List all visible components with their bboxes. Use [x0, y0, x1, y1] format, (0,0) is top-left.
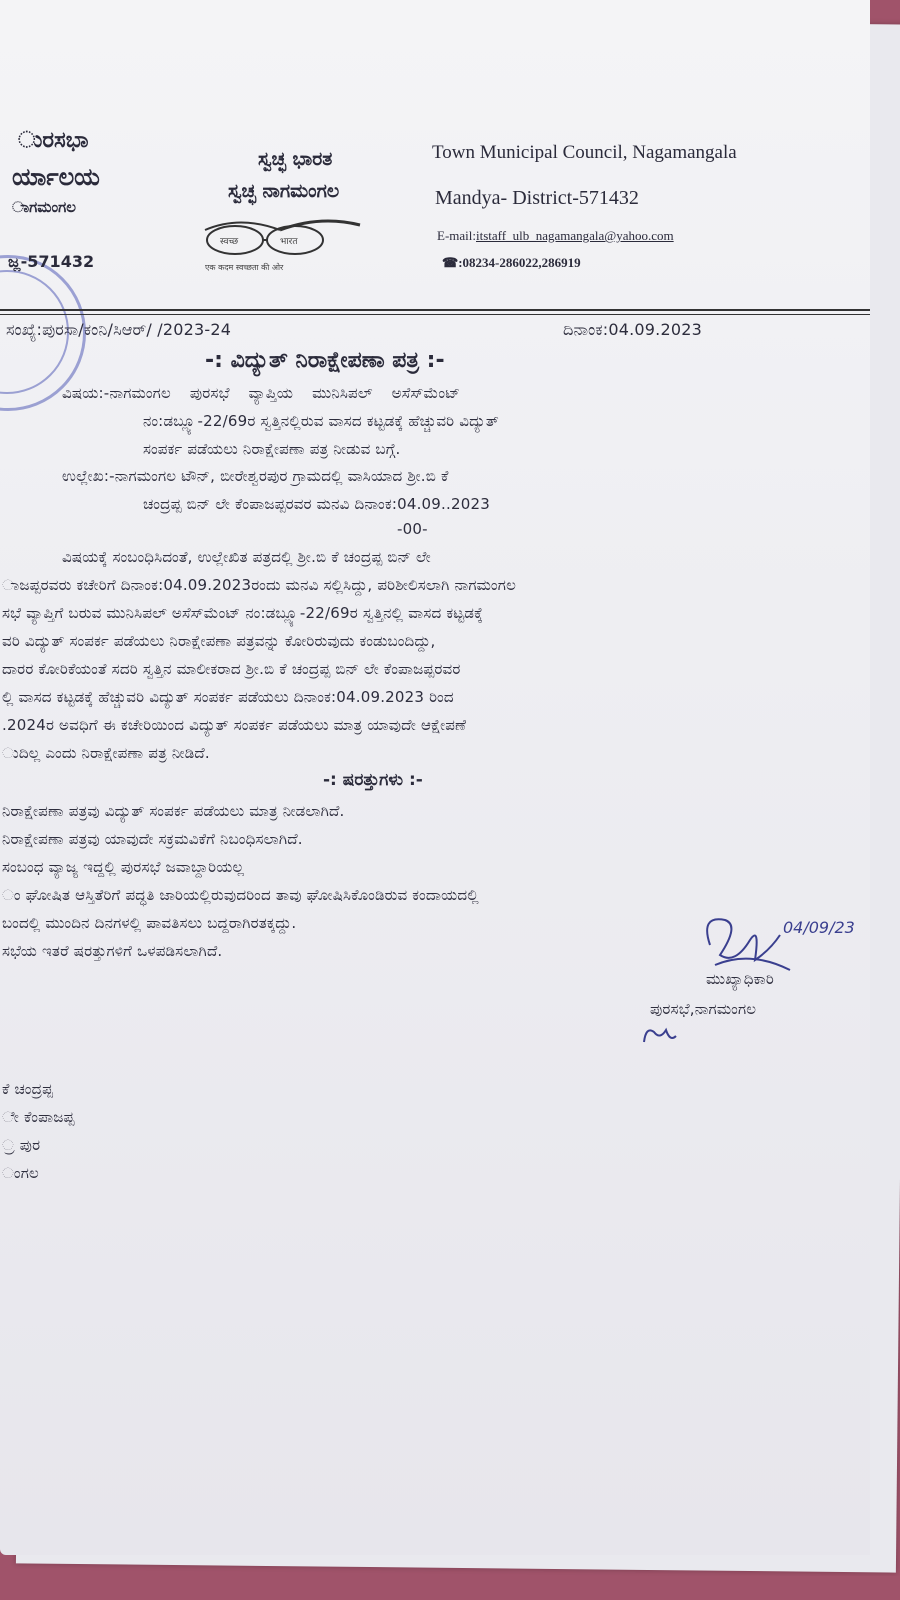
logo-tagline: एक कदम स्वच्छता की ओर [205, 263, 284, 272]
email-row [437, 228, 674, 244]
condition-2: ನಿರಾಕ್ಷೇಪಣಾ ಪತ್ರವು ಯಾವುದೇ ಸಕ್ರಮವಿಕೆಗೆ ನಿಬಂಧಿಸಲಾಗಿದೆ. [2, 830, 303, 848]
header-left-line3: ಾಗಮಂಗಲ [12, 198, 77, 216]
body-line-3: ಸಭೆ ವ್ಯಾಪ್ತಿಗೆ ಬರುವ ಮುನಿಸಿಪಲ್ ಅಸೆಸ್‌ಮೆಂಟ್ ನಂ:ಡಬ್ಲ್ಯೂ-22/69ರ ಸ್ವತ್ತಿನಲ್ಲಿ ವಾಸದ ಕಟ್ಟಡಕ್ಕೆ [2, 604, 484, 622]
condition-5: ಬಂದಲ್ಲಿ ಮುಂದಿನ ದಿನಗಳಲ್ಲಿ ಪಾವತಿಸಲು ಬದ್ದರಾಗಿರತಕ್ಕದ್ದು. [2, 914, 297, 932]
reference-line-2: ಚಂದ್ರಪ್ಪ ಬಿನ್ ಲೇ ಕೆಂಪಾಜಪ್ಪರವರ ಮನವಿ ದಿನಾಂಕ:04.09..2023 [143, 495, 490, 513]
body-line-7: .2024ರ ಅವಧಿಗೆ ಈ ಕಚೇರಿಯಿಂದ ವಿದ್ಯುತ್ ಸಂಪರ್ಕ ಪಡೆಯಲು ಮಾತ್ರ ಯಾವುದೇ ಆಕ್ಷೇಪಣೆ [2, 716, 467, 734]
recipient-line-3: ್ರ ಪುರ [2, 1136, 41, 1154]
letter-date: ದಿನಾಂಕ:04.09.2023 [563, 320, 702, 339]
condition-3: ಸಂಬಂಧ ವ್ಯಾಜ್ಯ ಇದ್ದಲ್ಲಿ ಪುರಸಭೆ ಜವಾಬ್ದಾರಿಯಲ್ಲ [2, 858, 245, 876]
reference-number: ಸಂಖ್ಯೆ:ಪುರಸಾ/ಕಂನಿ/ಸಿಆರ್/ /2023-24 [6, 320, 232, 339]
email-link[interactable]: itstaff_ulb_nagamangala@yahoo.com [476, 228, 674, 243]
subject-line-2: ನಂ:ಡಬ್ಲ್ಯೂ-22/69ರ ಸ್ವತ್ತಿನಲ್ಲಿರುವ ವಾಸದ ಕಟ್ಟಡಕ್ಕೆ ಹೆಚ್ಚುವರಿ ವಿದ್ಯುತ್ [143, 412, 499, 430]
header-divider-top [0, 309, 870, 311]
body-line-1: ವಿಷಯಕ್ಕೆ ಸಂಬಂಧಿಸಿದಂತೆ, ಉಲ್ಲೇಖಿತ ಪತ್ರದಲ್ಲಿ ಶ್ರೀ.ಬಿ ಕೆ ಚಂದ್ರಪ್ಪ ಬಿನ್ ಲೇ [62, 548, 431, 566]
phone-number: ☎:08234-286022,286919 [442, 255, 581, 270]
section-separator: -00- [397, 520, 428, 538]
council-district: Mandya- District-571432 [435, 187, 639, 209]
initial-scribble [640, 1022, 680, 1048]
signatory-office: ಪುರಸಭೆ,ನಾಗಮಂಗಲ [650, 1000, 757, 1018]
header-divider-bottom [0, 314, 870, 315]
desk-surface [0, 1576, 900, 1600]
condition-4: ಂ ಘೋಷಿತ ಆಸ್ತಿತೆರಿಗೆ ಪದ್ಧತಿ ಜಾರಿಯಲ್ಲಿರುವುದರಿಂದ ತಾವು ಘೋಷಿಸಿಕೊಂಡಿರುವ ಕಂದಾಯದಲ್ಲಿ [2, 886, 479, 904]
body-line-6: ಲ್ಲಿ ವಾಸದ ಕಟ್ಟಡಕ್ಕೆ ಹೆಚ್ಚುವರಿ ವಿದ್ಯುತ್ ಸಂಪರ್ಕ ಪಡೆಯಲು ದಿನಾಂಕ:04.09.2023 ರಿಂದ [2, 688, 454, 706]
subject-line-1: ವಿಷಯ:-ನಾಗಮಂಗಲ ಪುರಸಭೆ ವ್ಯಾಪ್ತಿಯ ಮುನಿಸಿಪಲ್ ಅಸೆಸ್‌ಮೆಂಟ್ [62, 384, 461, 402]
header-left-line2: ರ್ಯಾಲಯ [12, 163, 100, 191]
signatory-designation: ಮುಖ್ಯಾಧಿಕಾರಿ [706, 970, 774, 988]
reference-line-1: ಉಲ್ಲೇಖ:-ನಾಗಮಂಗಲ ಟೌನ್, ಬೀರೇಶ್ವರಪುರ ಗ್ರಾಮದಲ್ಲಿ ವಾಸಿಯಾದ ಶ್ರೀ.ಬಿ ಕೆ [62, 467, 449, 485]
logo-right-word: भारत [280, 237, 298, 247]
body-line-8: ುದಿಲ್ಲ ಎಂದು ನಿರಾಕ್ಷೇಪಣಾ ಪತ್ರ ನೀಡಿದೆ. [2, 744, 210, 762]
header-left-line1: ುರಸಭಾ [18, 128, 89, 153]
condition-6: ಸಭೆಯ ಇತರೆ ಷರತ್ತುಗಳಿಗೆ ಒಳಪಡಿಸಲಾಗಿದೆ. [2, 942, 223, 960]
body-line-4: ವರಿ ವಿದ್ಯುತ್ ಸಂಪರ್ಕ ಪಡೆಯಲು ನಿರಾಕ್ಷೇಪಣಾ ಪತ್ರವನ್ನು ಕೋರಿರುವುದು ಕಂಡುಬಂದಿದ್ದು, [2, 632, 436, 650]
swachh-line2: ಸ್ವಚ್ಛ ನಾಗಮಂಗಲ [228, 180, 340, 202]
email-label: E-mail: [437, 228, 476, 243]
subject-line-3: ಸಂಪರ್ಕ ಪಡೆಯಲು ನಿರಾಕ್ಷೇಪಣಾ ಪತ್ರ ನೀಡುವ ಬಗ್ಗೆ. [143, 440, 401, 458]
council-name: Town Municipal Council, Nagamangala [432, 142, 737, 163]
condition-1: ನಿರಾಕ್ಷೇಪಣಾ ಪತ್ರವು ವಿದ್ಯುತ್ ಸಂಪರ್ಕ ಪಡೆಯಲು ಮಾತ್ರ ನೀಡಲಾಗಿದೆ. [2, 802, 345, 820]
swachh-line1: ಸ್ವಚ್ಛ ಭಾರತ [258, 148, 333, 170]
body-line-2: ಾಜಪ್ಪರವರು ಕಚೇರಿಗೆ ದಿನಾಂಕ:04.09.2023ರಂದು ಮನವಿ ಸಲ್ಲಿಸಿದ್ದು, ಪರಿಶೀಲಿಸಲಾಗಿ ನಾಗಮಂಗಲ [2, 576, 516, 594]
recipient-line-2: ೇ ಕೆಂಪಾಜಪ್ಪ [2, 1108, 75, 1126]
header-left-pin: ಜ್ಲ-571432 [8, 252, 95, 271]
recipient-line-4: ಂಗಲ [2, 1164, 39, 1182]
conditions-title: -: ಷರತ್ತುಗಳು :- [323, 770, 423, 790]
logo-left-word: स्वच्छ [220, 237, 239, 247]
recipient-line-1: ಕೆ ಚಂದ್ರಪ್ಪ [2, 1080, 54, 1098]
signature-date: 04/09/23 [783, 918, 855, 937]
body-line-5: ದಾರರ ಕೋರಿಕೆಯಂತೆ ಸದರಿ ಸ್ವತ್ತಿನ ಮಾಲೀಕರಾದ ಶ್ರೀ.ಬಿ ಕೆ ಚಂದ್ರಪ್ಪ ಬಿನ್ ಲೇ ಕೆಂಪಾಜಪ್ಪರವರ [2, 660, 461, 678]
letter-title: -: ವಿದ್ಯುತ್ ನಿರಾಕ್ಷೇಪಣಾ ಪತ್ರ :- [205, 348, 445, 373]
